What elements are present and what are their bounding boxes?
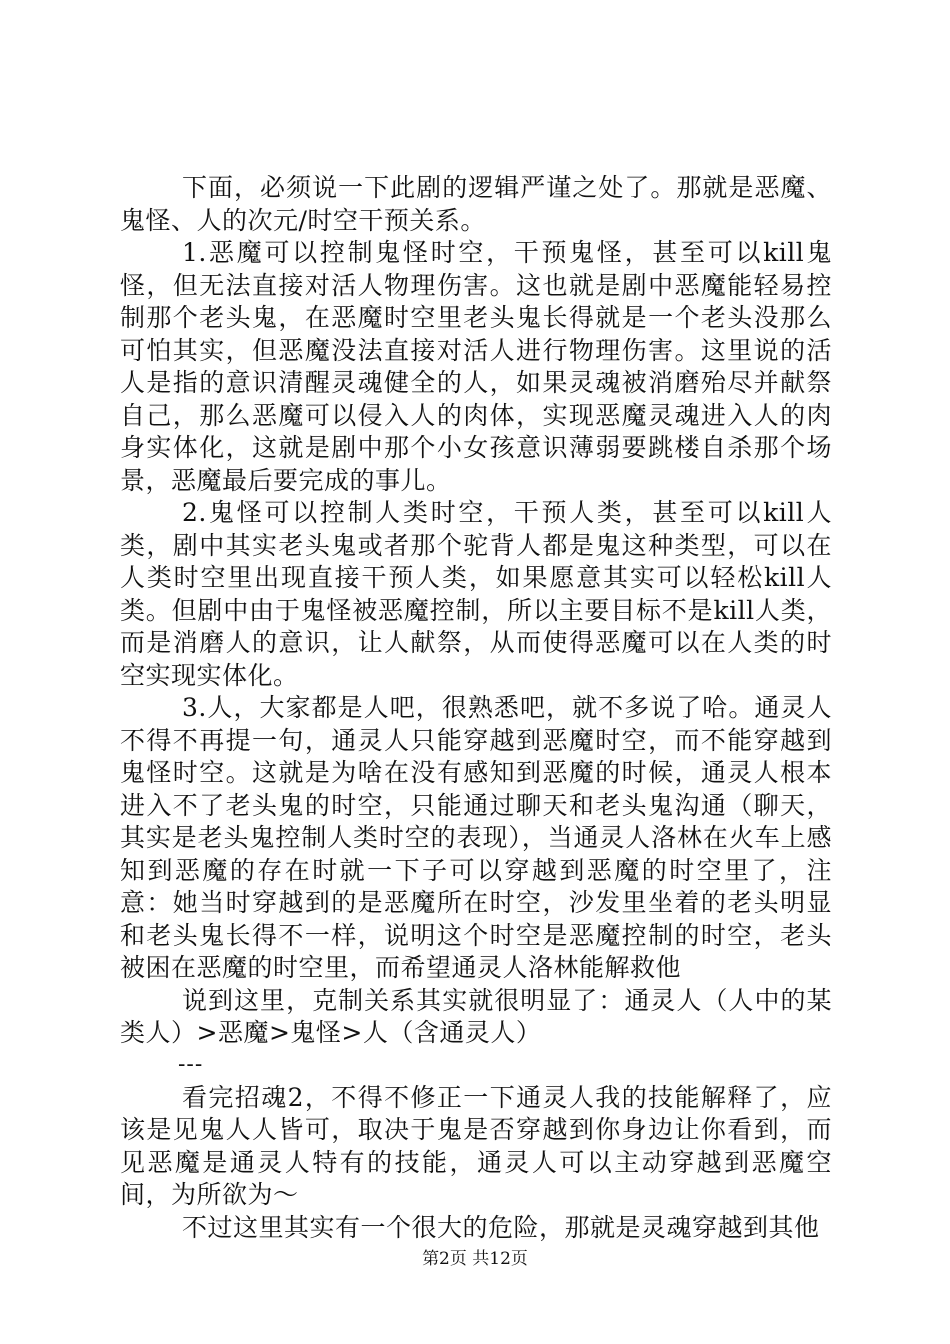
paragraph-addendum: 看完招魂2，不得不修正一下通灵人我的技能解释了，应该是见鬼人人皆可，取决于鬼是否穿越到你身边让你看到，而见恶魔是通灵人特有的技能，通灵人可以主动穿越到恶魔空间，为所欲为～ [120,1082,832,1209]
paragraph-point-1: 1.恶魔可以控制鬼怪时空，干预鬼怪，甚至可以kill鬼怪，但无法直接对活人物理伤害。这也就是剧中恶魔能轻易控制那个老头鬼，在恶魔时空里老头鬼长得就是一个老头没那么可怕其实，但恶魔没法直接对活人进行物理伤害。这里说的活人是指的意识清醒灵魂健全的人，如果灵魂被消磨殆尽并献祭自己，那么恶魔可以侵入人的肉体，实现恶魔灵魂进入人的肉身实体化，这就是剧中那个小女孩意识薄弱要跳楼自杀那个场景，恶魔最后要完成的事儿。 [120,238,832,495]
paragraph-intro: 下面，必须说一下此剧的逻辑严谨之处了。那就是恶魔、鬼怪、人的次元/时空干预关系。 [120,173,832,235]
document-body [120,172,832,1244]
page-number-footer: 第2页 共12页 [422,1249,528,1269]
paragraph-continued: 不过这里其实有一个很大的危险，那就是灵魂穿越到其他 [182,1212,820,1242]
section-separator: --- [178,1051,204,1077]
paragraph-conclusion: 说到这里，克制关系其实就很明显了：通灵人（人中的某类人）>恶魔>鬼怪>人（含通灵人） [120,985,832,1047]
paragraph-point-3: 3.人，大家都是人吧，很熟悉吧，就不多说了哈。通灵人不得不再提一句，通灵人只能穿越到恶魔时空，而不能穿越到鬼怪时空。这就是为啥在没有感知到恶魔的时候，通灵人根本进入不了老头鬼的时空，只能通过聊天和老头鬼沟通（聊天，其实是老头鬼控制人类时空的表现），当通灵人洛林在火车上感知到恶魔的存在时就一下子可以穿越到恶魔的时空里了，注意：她当时穿越到的是恶魔所在时空，沙发里坐着的老头明显和老头鬼长得不一样，说明这个时空是恶魔控制的时空，老头被困在恶魔的时空里，而希望通灵人洛林能解救他 [120,693,832,982]
paragraph-point-2: 2.鬼怪可以控制人类时空，干预人类，甚至可以kill人类，剧中其实老头鬼或者那个驼背人都是鬼这种类型，可以在人类时空里出现直接干预人类，如果愿意其实可以轻松kill人类。但剧中由于鬼怪被恶魔控制，所以主要目标不是kill人类，而是消磨人的意识，让人献祭，从而使得恶魔可以在人类的时空实现实体化。 [120,498,832,690]
